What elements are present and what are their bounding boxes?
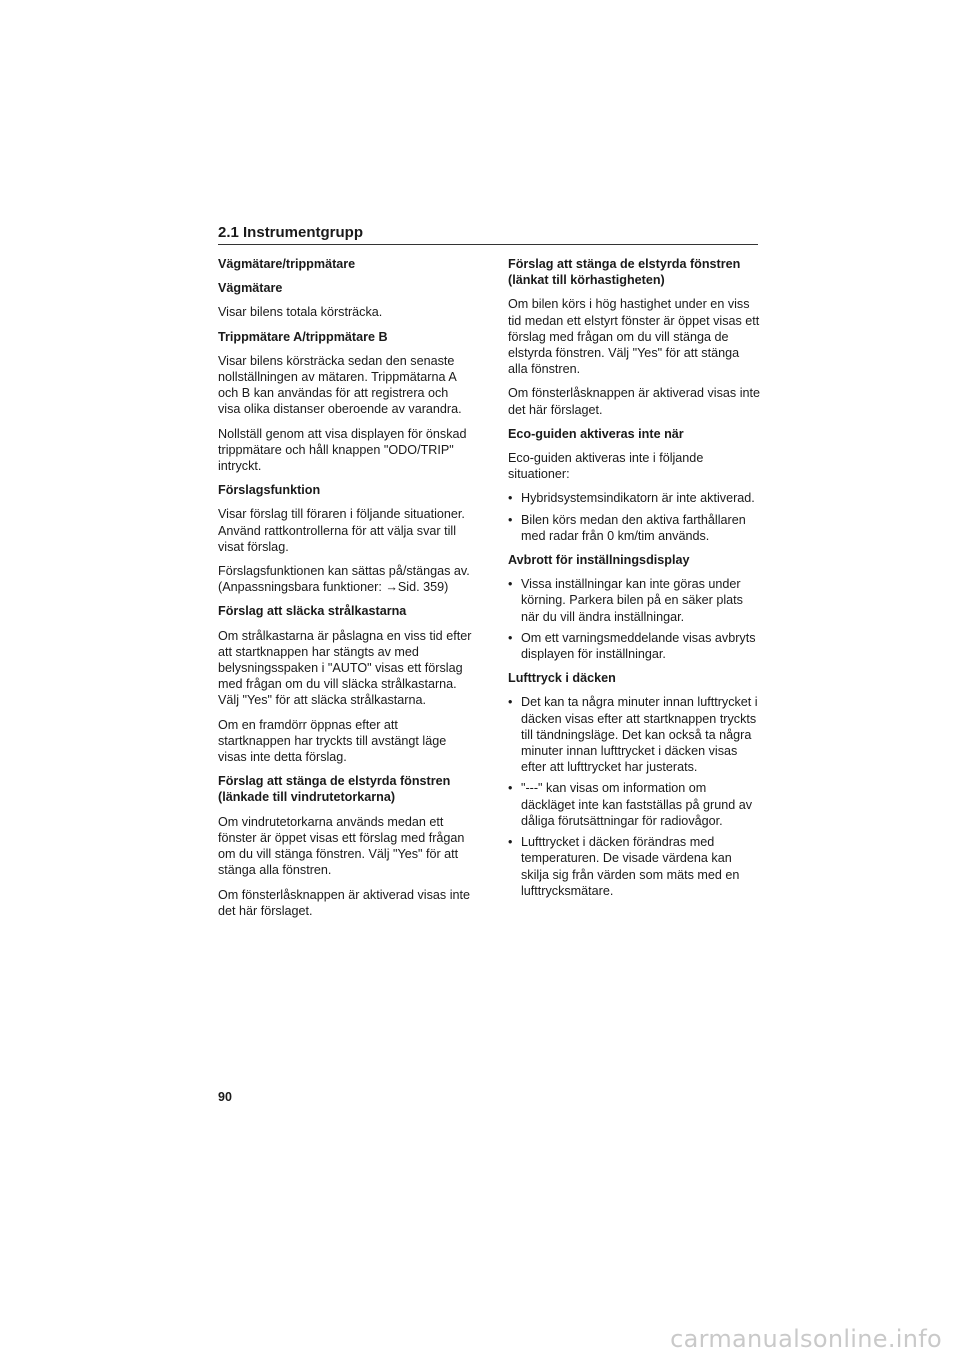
heading-settings-abort: Avbrott för inställningsdisplay [508, 553, 690, 568]
paragraph-suggestion-toggle: Förslagsfunktionen kan sättas på/stängas av. (Anpassningsbara funktioner: →Sid. 359) [218, 564, 470, 595]
paragraph-headlights-door: Om en framdörr öppnas efter att startknappen har tryckts till avstängt läge visas inte detta förslag. [218, 717, 447, 765]
heading-windows-wiper: Förslag att stänga de elstyrda fönstren (länkade till vindrutetorkarna) [218, 774, 451, 805]
heading-suggestion: Förslagsfunktion [218, 483, 321, 498]
paragraph-suggestion: Visar förslag till föraren i följande situationer. Använd rattkontrollerna för att välja svar till visat förslag. [218, 507, 465, 554]
heading-tire-pressure: Lufttryck i däcken [508, 671, 616, 686]
eco-guide-list [508, 490, 760, 544]
heading-eco-guide: Eco-guiden aktiveras inte när [508, 426, 684, 441]
paragraph-odometer: Visar bilens totala körsträcka. [218, 305, 383, 320]
left-column [218, 256, 472, 927]
paragraph-windows-speed: Om bilen körs i hög hastighet under en viss tid medan ett elstyrt fönster är öppet visas ett förslag med frågan om du vill stänga de elstyrda fönstren. Välj "Yes" för att stänga alla fönstren. [508, 297, 760, 377]
tire-pressure-list [508, 694, 760, 898]
section-title: 2.1 Instrumentgrupp [218, 224, 758, 245]
heading-windows-speed: Förslag att stänga de elstyrda fönstren (länkat till körhastigheten) [508, 257, 741, 288]
list-item: • "---" kan visas om information om däckläget inte kan fastställas på grund av dåliga förutsättningar för radiovågor. [508, 780, 760, 829]
list-item: • Hybridsystemsindikatorn är inte aktiverad. [508, 490, 760, 506]
settings-abort-list [508, 576, 760, 662]
paragraph-windows-lock: Om fönsterlåsknappen är aktiverad visas inte det här förslaget. [218, 887, 470, 918]
heading-odometer: Vägmätare [218, 281, 283, 296]
list-item: • Det kan ta några minuter innan lufttrycket i däcken visas efter att startknappen tryckts till tändningsläge. Det kan också ta några minuter innan lufttrycket i däcken visas efter att lufttrycket har justerats. [508, 694, 760, 775]
paragraph-eco-guide: Eco-guiden aktiveras inte i följande situationer: [508, 451, 704, 482]
paragraph-headlights: Om strålkastarna är påslagna en viss tid efter att startknappen har stängts av med belysningsspaken i "AUTO" visas ett förslag med frågan om du vill släcka strålkastarna. Välj "Yes" för att släcka strålkastarna. [218, 628, 472, 708]
page-number: 90 [218, 1090, 232, 1104]
list-item: • Bilen körs medan den aktiva farthållaren med radar från 0 km/tim används. [508, 512, 760, 544]
paragraph-windows-lock-2: Om fönsterlåsknappen är aktiverad visas inte det här förslaget. [508, 386, 760, 417]
right-column [508, 256, 760, 907]
heading-headlights: Förslag att släcka strålkastarna [218, 604, 407, 619]
paragraph-trip: Visar bilens körsträcka sedan den senaste nollställningen av mätaren. Trippmätarna A och B kan användas för att registrera och visa olika distanser oberoende av varandra. [218, 353, 462, 417]
list-item: • Om ett varningsmeddelande visas avbryts displayen för inställningar. [508, 630, 760, 662]
watermark: carmanualsonline.info [670, 1325, 942, 1353]
paragraph-windows-wiper: Om vindrutetorkarna används medan ett fönster är öppet visas ett förslag med frågan om du vill stänga fönstren. Välj "Yes" för att stänga alla fönstren. [218, 814, 465, 878]
list-item: • Vissa inställningar kan inte göras under körning. Parkera bilen på en säker plats när du vill ändra inställningar. [508, 576, 760, 625]
heading-trip: Trippmätare A/trippmätare B [218, 329, 388, 344]
list-item: • Lufttrycket i däcken förändras med temperaturen. De visade värdena kan skilja sig från värden som mäts med en lufttrycksmätare. [508, 834, 760, 899]
paragraph-reset: Nollställ genom att visa displayen för önskad trippmätare och håll knappen "ODO/TRIP" intryckt. [218, 426, 467, 474]
heading-odo-trip: Vägmätare/trippmätare [218, 257, 356, 271]
